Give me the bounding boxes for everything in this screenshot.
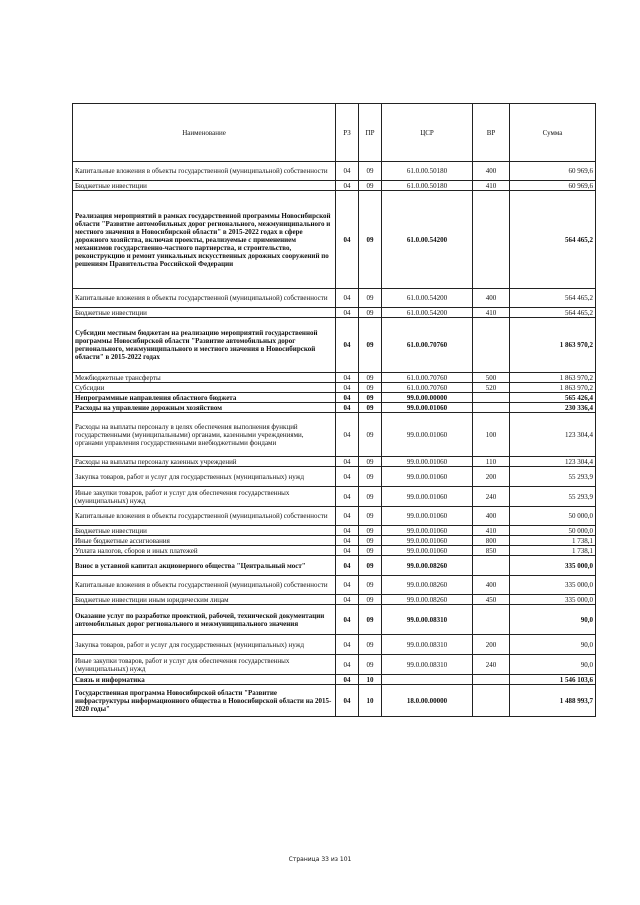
cell-name: Государственная программа Новосибирской области "Развитие инфраструктуры информационного общества в Новосибирской области на 2015-2020 годы": [73, 685, 336, 717]
cell-csr: 99.0.00.08260: [382, 556, 473, 576]
cell-sum: 1 863 970,2: [510, 318, 596, 373]
cell-pr: 10: [359, 685, 382, 717]
cell-pr: 09: [359, 487, 382, 507]
table-row: [73, 403, 596, 413]
header-pr: ПР: [359, 104, 382, 162]
cell-name: Связь и информатика: [73, 675, 336, 685]
cell-name: Межбюджетные трансферты: [73, 373, 336, 383]
cell-csr: 61.0.00.54200: [382, 191, 473, 289]
cell-name: Субсидии местным бюджетам на реализацию мероприятий государственной программы Новосибирской области "Развитие автомобильных дорог регионального, межмуниципального и местного значения в Новосибирской области" в 2015-2022 годах: [73, 318, 336, 373]
cell-rz: 04: [336, 403, 359, 413]
cell-vr: 520: [473, 383, 510, 393]
cell-csr: 99.0.00.08310: [382, 635, 473, 655]
cell-vr: 200: [473, 635, 510, 655]
cell-csr: 99.0.00.08260: [382, 595, 473, 605]
cell-pr: 09: [359, 655, 382, 675]
cell-name: Бюджетные инвестиции: [73, 181, 336, 191]
cell-vr: 400: [473, 162, 510, 181]
cell-pr: 09: [359, 556, 382, 576]
cell-pr: 09: [359, 635, 382, 655]
cell-vr: 200: [473, 467, 510, 487]
cell-pr: 09: [359, 526, 382, 536]
cell-vr: [473, 675, 510, 685]
cell-rz: 04: [336, 487, 359, 507]
cell-pr: 09: [359, 191, 382, 289]
cell-pr: 09: [359, 318, 382, 373]
cell-sum: 1 546 103,6: [510, 675, 596, 685]
cell-sum: 335 000,0: [510, 576, 596, 595]
cell-pr: 09: [359, 467, 382, 487]
cell-csr: 18.0.00.00000: [382, 685, 473, 717]
cell-sum: 50 000,0: [510, 507, 596, 526]
cell-sum: 1 863 970,2: [510, 373, 596, 383]
cell-name: Капитальные вложения в объекты государственной (муниципальной) собственности: [73, 289, 336, 308]
cell-name: Непрограммные направления областного бюджета: [73, 393, 336, 403]
cell-vr: 450: [473, 595, 510, 605]
cell-name: Расходы на управление дорожным хозяйством: [73, 403, 336, 413]
cell-vr: [473, 685, 510, 717]
cell-vr: 240: [473, 655, 510, 675]
cell-rz: 04: [336, 526, 359, 536]
cell-rz: 04: [336, 393, 359, 403]
cell-pr: 09: [359, 576, 382, 595]
cell-vr: 400: [473, 576, 510, 595]
cell-name: Оказание услуг по разработке проектной, рабочей, технической документации автомобильных дорог регионального и межмуниципального значения: [73, 605, 336, 635]
table-row: [73, 162, 596, 181]
cell-csr: 61.0.00.50180: [382, 181, 473, 191]
cell-csr: 61.0.00.54200: [382, 289, 473, 308]
cell-sum: 565 426,4: [510, 393, 596, 403]
cell-vr: [473, 318, 510, 373]
cell-vr: [473, 393, 510, 403]
header-name: Наименование: [73, 104, 336, 162]
cell-rz: 04: [336, 685, 359, 717]
cell-sum: 335 000,0: [510, 556, 596, 576]
table-row: [73, 457, 596, 467]
cell-pr: 09: [359, 181, 382, 191]
cell-sum: 1 738,1: [510, 546, 596, 556]
cell-sum: 90,0: [510, 635, 596, 655]
cell-name: Расходы на выплаты персоналу казенных учреждений: [73, 457, 336, 467]
cell-csr: 99.0.00.08310: [382, 605, 473, 635]
cell-vr: 400: [473, 289, 510, 308]
cell-vr: 410: [473, 181, 510, 191]
cell-vr: 850: [473, 546, 510, 556]
cell-name: Иные закупки товаров, работ и услуг для обеспечения государственных (муниципальных) нужд: [73, 655, 336, 675]
table-row: [73, 318, 596, 373]
cell-sum: 123 304,4: [510, 413, 596, 457]
cell-sum: 564 465,2: [510, 308, 596, 318]
cell-rz: 04: [336, 318, 359, 373]
cell-sum: 55 293,9: [510, 487, 596, 507]
cell-sum: 50 000,0: [510, 526, 596, 536]
cell-name: Закупка товаров, работ и услуг для государственных (муниципальных) нужд: [73, 635, 336, 655]
cell-sum: 1 738,1: [510, 536, 596, 546]
table-row: [73, 526, 596, 536]
table-body: [73, 162, 596, 717]
cell-rz: 04: [336, 308, 359, 318]
table-row: [73, 181, 596, 191]
cell-csr: 99.0.00.01060: [382, 467, 473, 487]
cell-vr: 100: [473, 413, 510, 457]
cell-csr: 99.0.00.01060: [382, 487, 473, 507]
cell-rz: 04: [336, 373, 359, 383]
cell-name: Закупка товаров, работ и услуг для государственных (муниципальных) нужд: [73, 467, 336, 487]
cell-vr: [473, 403, 510, 413]
cell-pr: 09: [359, 507, 382, 526]
cell-pr: 10: [359, 675, 382, 685]
table-row: [73, 536, 596, 546]
cell-sum: 55 293,9: [510, 467, 596, 487]
cell-rz: 04: [336, 289, 359, 308]
cell-rz: 04: [336, 536, 359, 546]
table-row: [73, 393, 596, 403]
cell-pr: 09: [359, 373, 382, 383]
cell-sum: 335 000,0: [510, 595, 596, 605]
table-row: [73, 191, 596, 289]
cell-sum: 564 465,2: [510, 289, 596, 308]
cell-rz: 04: [336, 457, 359, 467]
cell-csr: 99.0.00.01060: [382, 457, 473, 467]
cell-pr: 09: [359, 289, 382, 308]
cell-rz: 04: [336, 556, 359, 576]
cell-name: Иные закупки товаров, работ и услуг для обеспечения государственных (муниципальных) нужд: [73, 487, 336, 507]
cell-pr: 09: [359, 457, 382, 467]
cell-rz: 04: [336, 595, 359, 605]
table-row: [73, 595, 596, 605]
cell-csr: 61.0.00.70760: [382, 318, 473, 373]
cell-csr: 99.0.00.01060: [382, 403, 473, 413]
cell-vr: [473, 605, 510, 635]
table-row: [73, 556, 596, 576]
cell-name: Реализация мероприятий в рамках государственной программы Новосибирской области "Развитие автомобильных дорог регионального, межмуниципального и местного значения в Новосибирской области" в 2015-2022 годах в сфере дорожного хозяйства, включая проекты, реализуемые с применением механизмов государственно-частного партнерства, и строительство, реконструкцию и ремонт уникальных искусственных дорожных сооружений по решениям Правительства Российской Федерации: [73, 191, 336, 289]
table-row: [73, 467, 596, 487]
cell-csr: [382, 675, 473, 685]
cell-rz: 04: [336, 507, 359, 526]
page-number: Страница 33 из 101: [288, 856, 352, 863]
cell-rz: 04: [336, 191, 359, 289]
budget-table: [72, 103, 596, 717]
cell-name: Бюджетные инвестиции: [73, 308, 336, 318]
cell-vr: 800: [473, 536, 510, 546]
cell-pr: 09: [359, 393, 382, 403]
cell-name: Взнос в уставной капитал акционерного общества "Центральный мост": [73, 556, 336, 576]
header-csr: ЦСР: [382, 104, 473, 162]
header-sum: Сумма: [510, 104, 596, 162]
table-row: [73, 507, 596, 526]
cell-csr: 99.0.00.01060: [382, 507, 473, 526]
cell-pr: 09: [359, 162, 382, 181]
cell-rz: 04: [336, 383, 359, 393]
table-row: [73, 675, 596, 685]
cell-name: Капитальные вложения в объекты государственной (муниципальной) собственности: [73, 507, 336, 526]
cell-rz: 04: [336, 162, 359, 181]
cell-rz: 04: [336, 467, 359, 487]
cell-sum: 230 336,4: [510, 403, 596, 413]
table-row: [73, 289, 596, 308]
cell-csr: 61.0.00.70760: [382, 383, 473, 393]
cell-name: Капитальные вложения в объекты государственной (муниципальной) собственности: [73, 576, 336, 595]
cell-sum: 60 969,6: [510, 181, 596, 191]
cell-sum: 1 488 993,7: [510, 685, 596, 717]
cell-pr: 09: [359, 605, 382, 635]
cell-vr: [473, 191, 510, 289]
cell-sum: 90,0: [510, 605, 596, 635]
cell-csr: 99.0.00.00000: [382, 393, 473, 403]
cell-rz: 04: [336, 655, 359, 675]
cell-pr: 09: [359, 536, 382, 546]
cell-rz: 04: [336, 546, 359, 556]
cell-sum: 60 969,6: [510, 162, 596, 181]
cell-vr: 110: [473, 457, 510, 467]
cell-csr: 99.0.00.01060: [382, 413, 473, 457]
cell-csr: 99.0.00.01060: [382, 526, 473, 536]
cell-vr: [473, 556, 510, 576]
table-row: [73, 413, 596, 457]
cell-name: Уплата налогов, сборов и иных платежей: [73, 546, 336, 556]
cell-name: Иные бюджетные ассигнования: [73, 536, 336, 546]
cell-rz: 04: [336, 413, 359, 457]
table-row: [73, 605, 596, 635]
header-vr: ВР: [473, 104, 510, 162]
table-row: [73, 685, 596, 717]
header-rz: РЗ: [336, 104, 359, 162]
cell-vr: 410: [473, 308, 510, 318]
cell-csr: 61.0.00.54200: [382, 308, 473, 318]
table-row: [73, 373, 596, 383]
table-row: [73, 655, 596, 675]
cell-vr: 240: [473, 487, 510, 507]
cell-rz: 04: [336, 675, 359, 685]
cell-sum: 564 465,2: [510, 191, 596, 289]
cell-name: Бюджетные инвестиции иным юридическим лицам: [73, 595, 336, 605]
cell-pr: 09: [359, 403, 382, 413]
cell-rz: 04: [336, 605, 359, 635]
cell-csr: 99.0.00.08310: [382, 655, 473, 675]
cell-name: Капитальные вложения в объекты государственной (муниципальной) собственности: [73, 162, 336, 181]
cell-vr: 500: [473, 373, 510, 383]
cell-name: Бюджетные инвестиции: [73, 526, 336, 536]
cell-vr: 400: [473, 507, 510, 526]
cell-sum: 1 863 970,2: [510, 383, 596, 393]
cell-pr: 09: [359, 595, 382, 605]
cell-sum: 123 304,4: [510, 457, 596, 467]
cell-name: Расходы на выплаты персоналу в целях обеспечения выполнения функций государственными (муниципальными) органами, казенными учреждениями, органами управления государственными внебюджетными фондами: [73, 413, 336, 457]
cell-name: Субсидии: [73, 383, 336, 393]
cell-pr: 09: [359, 413, 382, 457]
cell-rz: 04: [336, 576, 359, 595]
cell-sum: 90,0: [510, 655, 596, 675]
cell-csr: 61.0.00.70760: [382, 373, 473, 383]
cell-csr: 61.0.00.50180: [382, 162, 473, 181]
cell-pr: 09: [359, 546, 382, 556]
cell-rz: 04: [336, 181, 359, 191]
cell-csr: 99.0.00.01060: [382, 546, 473, 556]
table-row: [73, 308, 596, 318]
table-row: [73, 635, 596, 655]
cell-rz: 04: [336, 635, 359, 655]
table-row: [73, 383, 596, 393]
cell-csr: 99.0.00.08260: [382, 576, 473, 595]
cell-vr: 410: [473, 526, 510, 536]
cell-pr: 09: [359, 383, 382, 393]
cell-csr: 99.0.00.01060: [382, 536, 473, 546]
table-row: [73, 546, 596, 556]
table-header-row: [73, 104, 596, 162]
table-row: [73, 487, 596, 507]
table-row: [73, 576, 596, 595]
cell-pr: 09: [359, 308, 382, 318]
